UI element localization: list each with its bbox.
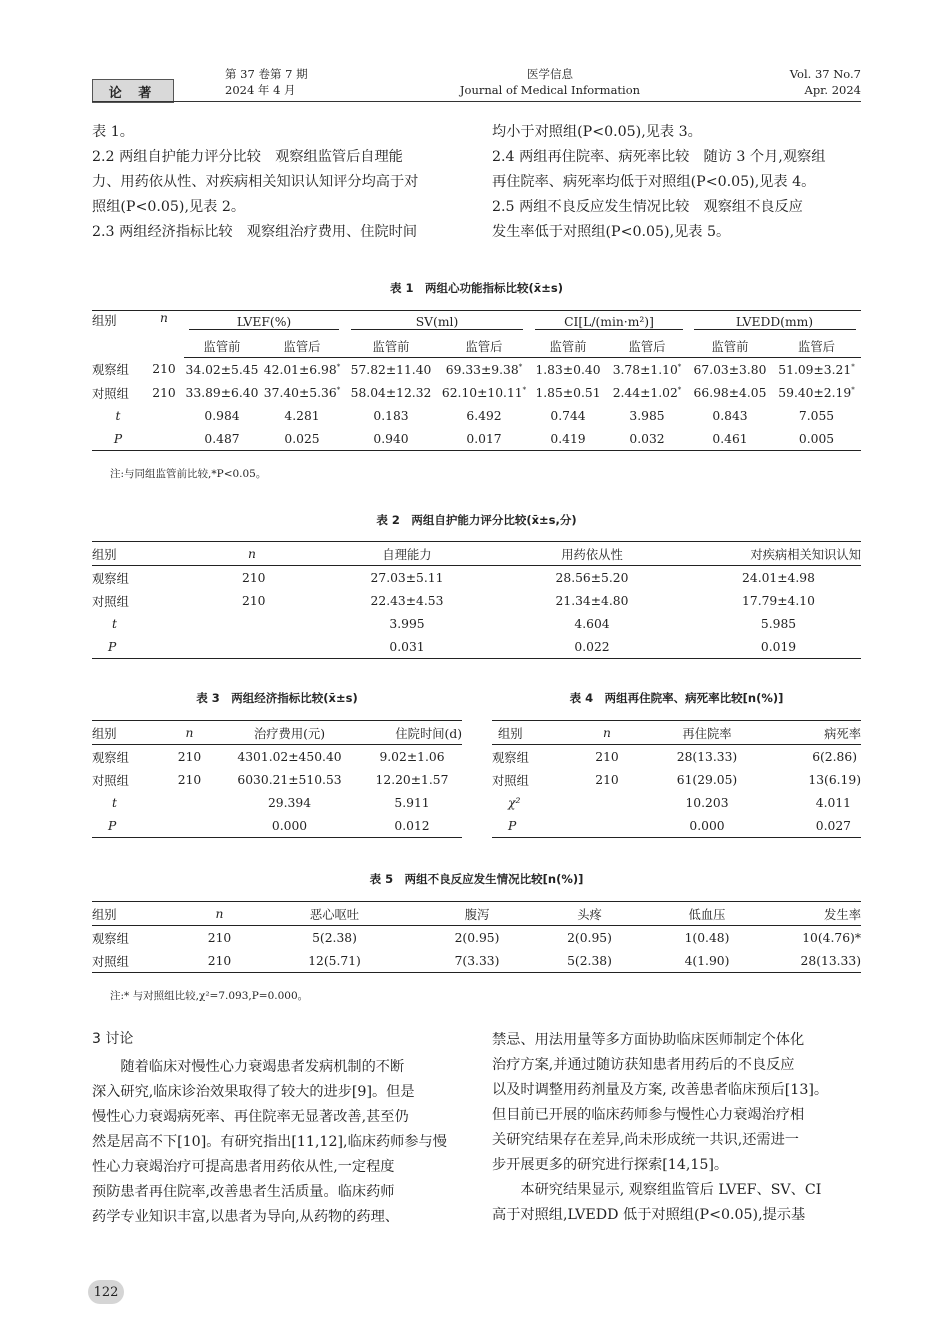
table-cell: 0.032 <box>606 427 688 451</box>
cell-value: 3.78±1.10 <box>612 362 678 377</box>
cell-label: 观察组 <box>92 363 129 378</box>
cell-n <box>212 612 296 635</box>
cell-value: 37.40±5.36 <box>263 385 337 400</box>
header-volume-cn <box>225 66 308 98</box>
table-cell: 3.995 <box>389 616 425 631</box>
table-row <box>492 814 861 838</box>
table-cell: 4(1.90) <box>647 949 767 973</box>
cell-value: 66.98±4.05 <box>693 385 767 400</box>
table-cell: 0.005 <box>772 427 861 451</box>
text-line: 治疗方案,并通过随访获知患者用药后的不良反应 <box>492 1057 795 1073</box>
table-row <box>92 926 861 950</box>
table-row <box>92 791 462 814</box>
table-cell <box>530 358 606 382</box>
table-cell: 29.394 <box>267 795 312 810</box>
col-header-mortality: 病死率 <box>772 721 861 745</box>
cell-label: t <box>112 795 117 810</box>
col-header-lvef: LVEF(%) <box>189 315 339 330</box>
col-header-after: 监管后 <box>260 334 344 358</box>
cell-value: 57.82±11.40 <box>350 362 432 377</box>
table-cell: 5.911 <box>394 795 430 810</box>
col-header-before: 监管前 <box>530 334 606 358</box>
table-cell: 2(0.95) <box>567 930 612 945</box>
table-row <box>92 612 861 635</box>
table-cell: 3.985 <box>629 408 665 423</box>
col-header-headache: 头疼 <box>532 902 647 926</box>
cell-label: 观察组 <box>492 750 529 765</box>
col-header-n: n <box>192 902 247 926</box>
cell-star: * <box>851 362 855 371</box>
table5-note: 注:* 与对照组比较,χ²=7.093,P=0.000。 <box>110 990 309 1002</box>
table-row <box>92 589 861 612</box>
col-header-self-care: 自理能力 <box>296 542 518 566</box>
table1-note: 注:与同组监管前比较,*P<0.05。 <box>110 468 267 480</box>
cell-value: 33.89±6.40 <box>185 385 259 400</box>
table-cell <box>344 358 438 382</box>
table-cell <box>772 358 861 382</box>
col-header-after: 监管后 <box>606 334 688 358</box>
text-line: 步开展更多的研究进行探索[14,15]。 <box>492 1157 729 1173</box>
table-cell: 0.000 <box>642 814 772 838</box>
table-cell: 4.011 <box>815 795 851 810</box>
table-cell: 0.027 <box>772 814 861 838</box>
col-header-knowledge: 对疾病相关知识认知 <box>666 542 861 566</box>
header-journal <box>440 66 660 98</box>
col-header-before: 监管前 <box>688 334 772 358</box>
table-cell <box>438 381 530 404</box>
text-line: 深入研究,临床诊治效果取得了较大的进步[9]。但是 <box>92 1084 415 1100</box>
header-journal-cn: 医学信息 <box>527 67 573 81</box>
col-header-group: 组别 <box>92 721 162 745</box>
section-heading: 3 讨论 <box>92 1031 134 1047</box>
table-cell <box>184 381 260 404</box>
cell-value: 42.01±6.98 <box>263 362 337 377</box>
text-line: 均小于对照组(P<0.05),见表 3。 <box>492 124 702 140</box>
table1-caption: 表 1 两组心功能指标比较(x̄±s) <box>390 281 563 295</box>
cell-value: 59.40±2.19 <box>778 385 852 400</box>
table-row <box>92 949 861 973</box>
text-line: 但目前已开展的临床药师参与慢性心力衰竭治疗相 <box>492 1107 805 1123</box>
text-line: 禁忌、用法用量等多方面协助临床医师制定个体化 <box>492 1032 805 1048</box>
table-row <box>92 381 861 404</box>
table-cell: 9.02±1.06 <box>379 749 445 764</box>
table-cell: 24.01±4.98 <box>742 570 815 585</box>
table-cell <box>530 381 606 404</box>
cell-n: 210 <box>595 772 619 787</box>
table-cell: 0.025 <box>260 427 344 451</box>
table2-caption: 表 2 两组自护能力评分比较(x̄±s,分) <box>376 513 577 527</box>
cell-n <box>144 404 184 427</box>
col-header-sv: SV(ml) <box>351 315 523 330</box>
cell-n <box>572 791 642 814</box>
cell-n: 210 <box>595 749 619 764</box>
intro-left-column <box>92 120 462 245</box>
cell-n: 210 <box>177 772 202 787</box>
table-cell: 0.843 <box>712 408 748 423</box>
cell-n: 210 <box>242 593 266 608</box>
cell-value: 51.09±3.21 <box>778 362 852 377</box>
cell-label: t <box>115 408 121 423</box>
table-cell: 0.984 <box>204 408 240 423</box>
cell-value: 1.85±0.51 <box>535 385 601 400</box>
table-cell: 27.03±5.11 <box>370 570 444 585</box>
table-cell <box>260 358 344 382</box>
table-cell: 6030.21±510.53 <box>237 772 342 787</box>
col-header-before: 监管前 <box>344 334 438 358</box>
cell-label: 对照组 <box>92 949 192 973</box>
cell-star: * <box>518 362 523 371</box>
table-cell: 1(0.48) <box>684 930 730 945</box>
table-cell: 0.017 <box>438 427 530 451</box>
col-header-after: 监管后 <box>772 334 861 358</box>
table5 <box>92 901 861 973</box>
col-header-compliance: 用药依从性 <box>518 542 666 566</box>
table-row <box>92 814 462 838</box>
cell-value: 34.02±5.45 <box>185 362 259 377</box>
discussion-right-column <box>492 1028 862 1228</box>
header-date-en: Apr. 2024 <box>804 83 861 97</box>
table4-caption: 表 4 两组再住院率、病死率比较[n(%)] <box>569 691 784 705</box>
text-line: 2.2 两组自护能力评分比较 观察组监管后自理能 <box>92 149 403 165</box>
table-cell: 4301.02±450.40 <box>237 749 342 764</box>
col-header-nausea: 恶心呕吐 <box>247 902 422 926</box>
cell-n: 210 <box>152 362 176 377</box>
col-header-group: 组别 <box>92 311 144 358</box>
cell-label: P <box>92 635 212 659</box>
table-cell: 22.43±4.53 <box>370 593 444 608</box>
table-cell: 5.985 <box>760 616 797 631</box>
cell-label: P <box>492 814 572 838</box>
cell-label: 对照组 <box>92 386 129 401</box>
table-cell: 7.055 <box>798 408 835 423</box>
cell-label: 观察组 <box>92 750 129 765</box>
table-cell: 0.183 <box>373 408 409 423</box>
table3-caption: 表 3 两组经济指标比较(x̄±s) <box>196 691 358 705</box>
table-cell: 17.79±4.10 <box>742 593 815 608</box>
table-cell <box>688 358 772 382</box>
col-header-n: n <box>572 721 642 745</box>
header-vol-cn: 第 37 卷第 7 期 <box>225 67 308 81</box>
cell-n: 210 <box>192 949 247 973</box>
cell-n <box>144 427 184 451</box>
header-date-cn: 2024 年 4 月 <box>225 83 296 97</box>
table-cell: 5(2.38) <box>532 949 647 973</box>
discussion-left-column <box>92 1055 462 1230</box>
text-line: 发生率低于对照组(P<0.05),见表 5。 <box>492 224 731 240</box>
table-cell <box>438 358 530 382</box>
text-line: 随着临床对慢性心力衰竭患者发病机制的不断 <box>92 1059 405 1075</box>
col-header-n: n <box>212 542 296 566</box>
cell-star: * <box>336 362 341 371</box>
table-cell: 0.019 <box>666 635 861 659</box>
table-cell: 0.022 <box>518 635 666 659</box>
cell-n: 210 <box>242 570 266 585</box>
table-cell <box>772 381 861 404</box>
table-cell: 0.419 <box>530 427 606 451</box>
text-line: 2.3 两组经济指标比较 观察组治疗费用、住院时间 <box>92 224 418 240</box>
table-cell: 7(3.33) <box>422 949 532 973</box>
table-cell <box>606 358 688 382</box>
cell-label: χ² <box>508 795 521 810</box>
table-cell: 2(0.95) <box>454 930 500 945</box>
table-cell: 61(29.05) <box>676 772 738 787</box>
table-cell <box>688 381 772 404</box>
table-cell: 5(2.38) <box>312 930 357 945</box>
col-header-ci: CI[L/(min·m²)] <box>535 315 683 330</box>
text-line: 本研究结果显示, 观察组监管后 LVEF、SV、CI <box>492 1182 822 1198</box>
cell-star: * <box>522 385 527 394</box>
cell-label: 对照组 <box>492 773 529 788</box>
table-cell: 28(13.33) <box>767 949 861 973</box>
cell-n <box>572 814 642 838</box>
table3 <box>92 720 462 838</box>
table-cell: 6.492 <box>466 408 502 423</box>
table-cell: 21.34±4.80 <box>555 593 629 608</box>
header-journal-en: Journal of Medical Information <box>459 83 641 97</box>
cell-value: 62.10±10.11 <box>441 385 523 400</box>
col-header-n: n <box>162 721 217 745</box>
col-header-diarrhea: 腹泻 <box>422 902 532 926</box>
cell-star: * <box>677 385 682 394</box>
text-line: 关研究结果存在差异,尚未形成统一共识,还需进一 <box>492 1132 799 1148</box>
cell-star: * <box>336 385 341 394</box>
table-cell: 0.000 <box>217 814 362 838</box>
text-line: 表 1。 <box>92 124 134 140</box>
cell-label: 对照组 <box>92 773 129 788</box>
table-cell: 0.744 <box>550 408 586 423</box>
table-cell: 28.56±5.20 <box>555 570 629 585</box>
table-row <box>92 358 861 382</box>
table-cell: 13(6.19) <box>808 772 861 787</box>
table-cell: 0.940 <box>344 427 438 451</box>
table-cell: 0.012 <box>362 814 462 838</box>
cell-star: * <box>677 362 682 371</box>
table-row <box>92 635 861 659</box>
cell-label: P <box>92 814 162 838</box>
cell-label: 观察组 <box>92 571 129 586</box>
table-cell: 0.031 <box>296 635 518 659</box>
cell-value: 69.33±9.38 <box>445 362 519 377</box>
cell-n: 210 <box>152 385 176 400</box>
text-line: 2.5 两组不良反应发生情况比较 观察组不良反应 <box>492 199 803 215</box>
table-cell <box>344 381 438 404</box>
header-volume-en <box>740 66 861 98</box>
cell-label: 观察组 <box>92 931 129 946</box>
table-cell: 6(2.86) <box>812 749 857 764</box>
table-row <box>92 566 861 590</box>
col-header-group: 组别 <box>92 902 192 926</box>
col-header-before: 监管前 <box>184 334 260 358</box>
table-row <box>492 745 861 769</box>
table-row <box>92 768 462 791</box>
cell-label: 对照组 <box>92 594 129 609</box>
cell-n <box>212 635 296 659</box>
table5-caption: 表 5 两组不良反应发生情况比较[n(%)] <box>369 872 584 886</box>
table2 <box>92 541 861 659</box>
table-row <box>92 427 861 451</box>
table-cell: 0.461 <box>688 427 772 451</box>
table-cell <box>184 358 260 382</box>
text-line: 照组(P<0.05),见表 2。 <box>92 199 246 215</box>
text-line: 力、用药依从性、对疾病相关知识认知评分均高于对 <box>92 174 419 190</box>
text-line: 再住院率、病死率均低于对照组(P<0.05),见表 4。 <box>492 174 816 190</box>
col-header-readmission: 再住院率 <box>642 721 772 745</box>
table-cell <box>606 381 688 404</box>
col-header-lvedd: LVEDD(mm) <box>694 315 856 330</box>
cell-label: t <box>112 616 117 631</box>
cell-value: 67.03±3.80 <box>693 362 767 377</box>
table-cell: 4.281 <box>284 408 320 423</box>
cell-value: 58.04±12.32 <box>350 385 432 400</box>
text-line: 预防患者再住院率,改善患者生活质量。临床药师 <box>92 1184 395 1200</box>
header-rule <box>92 101 861 102</box>
table-cell: 10(4.76)* <box>802 930 861 945</box>
header-vol-en: Vol. 37 No.7 <box>789 67 861 81</box>
cell-n <box>162 791 217 814</box>
col-header-incidence: 发生率 <box>767 902 861 926</box>
col-header-group: 组别 <box>92 542 212 566</box>
page-number: 122 <box>88 1280 124 1304</box>
cell-star: * <box>851 385 855 394</box>
text-line: 然是居高不下[10]。有研究指出[11,12],临床药师参与慢 <box>92 1134 447 1150</box>
text-line: 药学专业知识丰富,以患者为导向,从药物的药理、 <box>92 1209 399 1225</box>
table-cell: 4.604 <box>574 616 610 631</box>
table-row <box>492 768 861 791</box>
text-line: 以及时调整用药剂量及方案, 改善患者临床预后[13]。 <box>492 1082 829 1098</box>
table4 <box>492 720 861 838</box>
col-header-group: 组别 <box>492 721 572 745</box>
col-header-hypotension: 低血压 <box>647 902 767 926</box>
col-header-cost: 治疗费用(元) <box>217 721 362 745</box>
section-tag: 论 著 <box>92 79 174 103</box>
text-line: 2.4 两组再住院率、病死率比较 随访 3 个月,观察组 <box>492 149 826 165</box>
text-line: 高于对照组,LVEDD 低于对照组(P<0.05),提示基 <box>492 1207 806 1223</box>
cell-n: 210 <box>177 749 202 764</box>
table-row <box>92 745 462 769</box>
table-cell: 0.487 <box>184 427 260 451</box>
table-cell: 12(5.71) <box>247 949 422 973</box>
cell-label: P <box>92 427 144 451</box>
table-cell: 12.20±1.57 <box>375 772 449 787</box>
col-header-stay: 住院时间(d) <box>362 721 462 745</box>
table-row <box>492 791 861 814</box>
col-header-after: 监管后 <box>438 334 530 358</box>
table-cell: 28(13.33) <box>676 749 738 764</box>
table-row <box>92 404 861 427</box>
table-cell: 10.203 <box>685 795 729 810</box>
text-line: 慢性心力衰竭病死率、再住院率无显著改善,甚至仍 <box>92 1109 409 1125</box>
intro-right-column <box>492 120 862 245</box>
cell-n <box>162 814 217 838</box>
table1 <box>92 310 861 451</box>
col-header-n: n <box>144 311 184 358</box>
cell-value: 2.44±1.02 <box>612 385 678 400</box>
table-cell <box>260 381 344 404</box>
cell-n: 210 <box>207 930 232 945</box>
text-line: 性心力衰竭治疗可提高患者用药依从性,一定程度 <box>92 1159 395 1175</box>
cell-value: 1.83±0.40 <box>535 362 601 377</box>
